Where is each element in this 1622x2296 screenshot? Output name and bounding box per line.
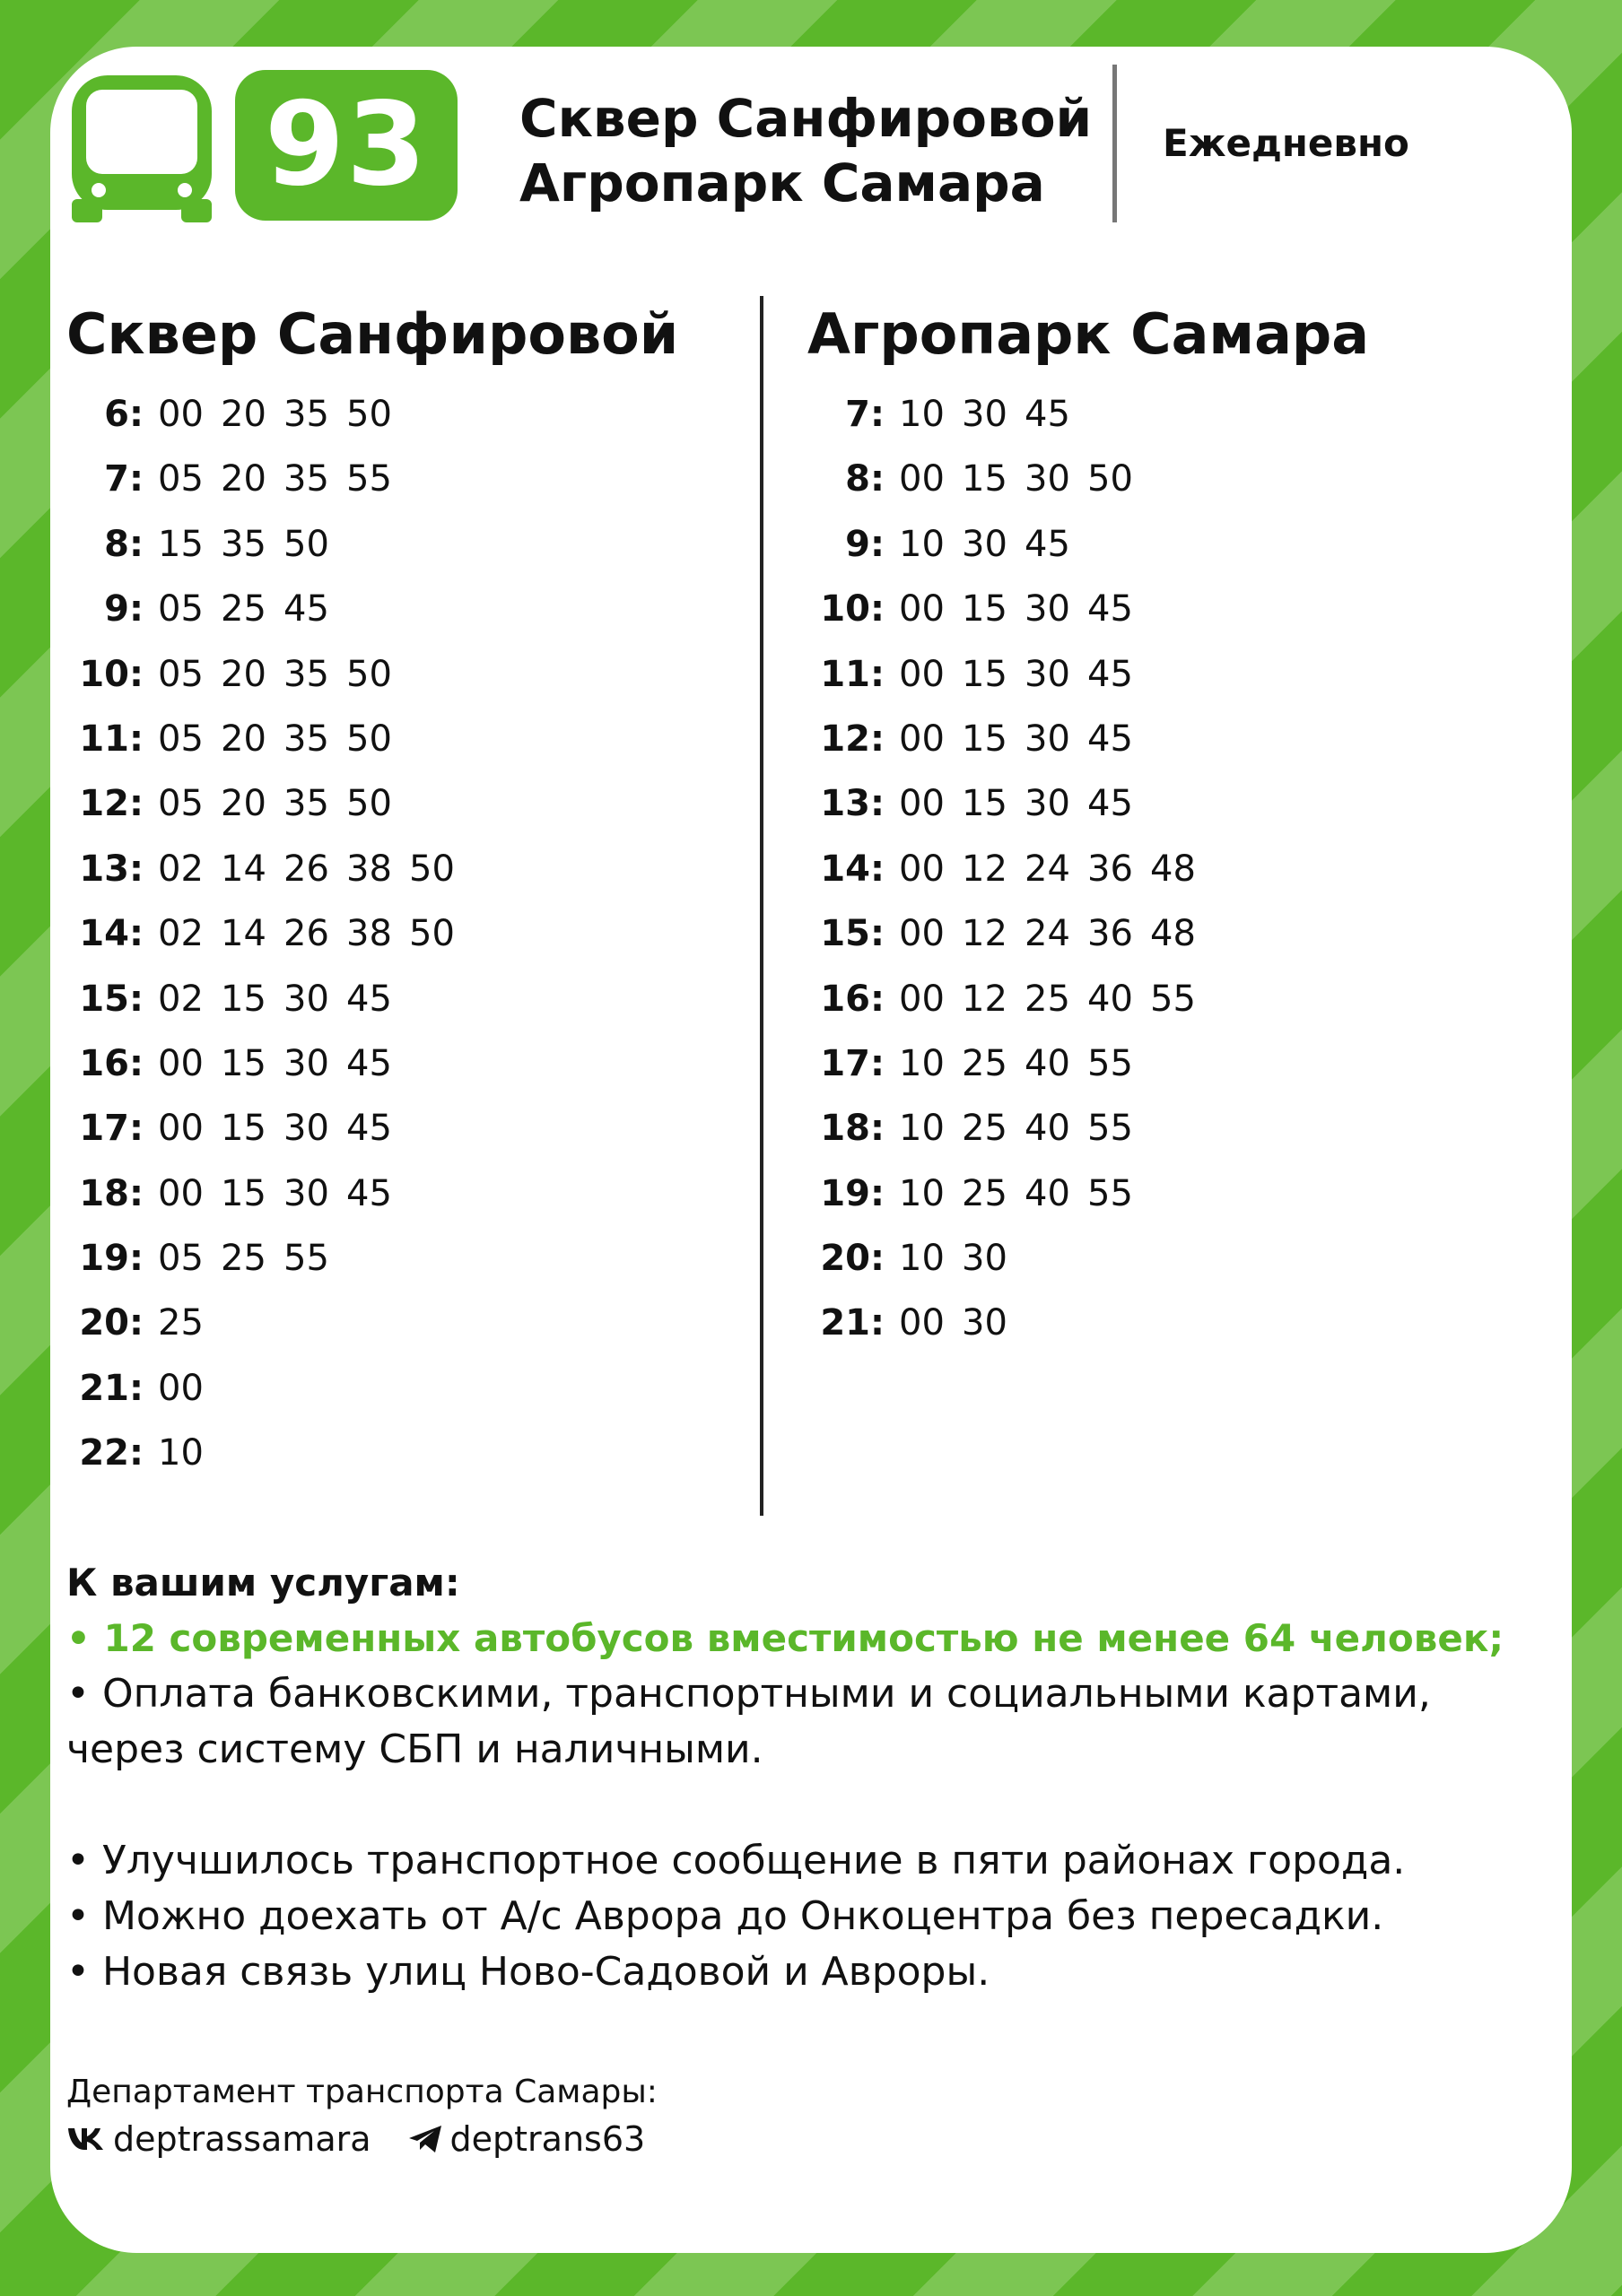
- timetable-row: [807, 642, 1369, 707]
- departure-minute: 40: [1025, 1172, 1070, 1214]
- departure-minute: 25: [962, 1108, 1007, 1150]
- departure-minute: 10: [899, 1238, 945, 1280]
- minutes-list: [899, 447, 1150, 511]
- timetable-row: [66, 1291, 678, 1355]
- departure-minute: 05: [158, 653, 204, 695]
- departure-minute: 25: [221, 588, 266, 631]
- departure-minute: 50: [346, 394, 392, 435]
- departure-minute: 24: [1025, 848, 1070, 890]
- departure-minute: 50: [346, 653, 392, 695]
- departure-minute: 45: [1025, 523, 1070, 565]
- telegram-link[interactable]: [407, 2117, 646, 2161]
- departure-minute: 30: [1025, 458, 1070, 500]
- vk-handle: deptrassamara: [113, 2119, 371, 2159]
- timetable-row: [66, 577, 678, 641]
- departure-minute: 20: [221, 718, 266, 760]
- footer-title: Департамент транспорта Самары:: [66, 2074, 658, 2110]
- timetable-row: [66, 382, 678, 447]
- timetable-row: [66, 967, 678, 1031]
- minutes-list: [158, 577, 346, 641]
- hour-separator: :: [870, 1108, 885, 1150]
- hour-label: 17: [820, 1042, 870, 1084]
- departure-minute: 35: [283, 783, 329, 825]
- departure-minute: 48: [1150, 913, 1196, 955]
- hour-label: 16: [79, 1042, 129, 1084]
- timetable-row: [66, 1031, 678, 1096]
- departure-minute: 20: [221, 653, 266, 695]
- hour-separator: :: [129, 1108, 144, 1150]
- departure-minute: 15: [962, 458, 1007, 500]
- departure-minute: 30: [1025, 588, 1070, 631]
- departure-minute: 30: [1025, 783, 1070, 825]
- departure-minute: 36: [1087, 848, 1133, 890]
- hour-label: 7: [104, 458, 129, 500]
- hour-label: 15: [79, 978, 129, 1020]
- departure-minute: 45: [346, 1172, 392, 1214]
- route-endpoints: [519, 86, 1092, 215]
- minutes-list: [899, 1161, 1150, 1226]
- departure-minute: 38: [346, 848, 392, 890]
- hour-label: 18: [79, 1172, 129, 1214]
- hour-separator: :: [129, 394, 144, 435]
- minutes-list: [899, 967, 1213, 1031]
- departure-minute: 05: [158, 718, 204, 760]
- minutes-list: [899, 577, 1150, 641]
- departure-minute: 00: [158, 1108, 204, 1150]
- departure-minute: 15: [221, 1172, 266, 1214]
- timetable-row: [66, 1421, 678, 1485]
- timetable-row: [66, 771, 678, 836]
- departure-minute: 14: [221, 913, 266, 955]
- minutes-list: [158, 837, 472, 901]
- hour-label: 22: [79, 1432, 129, 1474]
- hour-separator: :: [129, 1367, 144, 1409]
- hour-label: 21: [820, 1302, 870, 1344]
- hour-separator: :: [129, 718, 144, 760]
- vk-icon: [66, 2126, 106, 2152]
- departure-minute: 40: [1025, 1042, 1070, 1084]
- departure-minute: 30: [962, 394, 1007, 435]
- departure-minute: 30: [283, 1042, 329, 1084]
- hour-label: 12: [79, 783, 129, 825]
- timetable-row: [807, 382, 1369, 447]
- departure-minute: 35: [283, 718, 329, 760]
- hour-separator: :: [129, 523, 144, 565]
- departure-minute: 45: [283, 588, 329, 631]
- minutes-list: [899, 837, 1213, 901]
- header-divider: [1112, 65, 1117, 222]
- hour-label: 9: [104, 588, 129, 631]
- improvement-item: • Можно доехать от А/с Аврора до Онкоцентра без пересадки.: [66, 1893, 1384, 1939]
- timetable-row: [66, 1226, 678, 1291]
- hour-label: 13: [820, 783, 870, 825]
- minutes-list: [158, 642, 409, 707]
- departure-minute: 30: [1025, 653, 1070, 695]
- minutes-list: [158, 382, 409, 447]
- departure-minute: 00: [899, 783, 945, 825]
- hour-label: 6: [104, 394, 129, 435]
- timetable-row: [66, 707, 678, 771]
- minutes-list: [158, 707, 409, 771]
- minutes-list: [899, 1096, 1150, 1161]
- timetable-row: [66, 447, 678, 511]
- timetable-row: [807, 1161, 1369, 1226]
- departure-minute: 00: [899, 588, 945, 631]
- departure-minute: 50: [346, 783, 392, 825]
- timetable-row: [66, 837, 678, 901]
- hour-label: 14: [79, 913, 129, 955]
- hour-separator: :: [129, 1172, 144, 1214]
- hour-separator: :: [870, 978, 885, 1020]
- hour-label: 17: [79, 1108, 129, 1150]
- departure-minute: 00: [158, 1172, 204, 1214]
- departure-minute: 12: [962, 978, 1007, 1020]
- departure-minute: 20: [221, 394, 266, 435]
- hour-separator: :: [129, 848, 144, 890]
- departure-minute: 30: [283, 1172, 329, 1214]
- departure-minute: 50: [409, 848, 455, 890]
- hour-label: 11: [820, 653, 870, 695]
- telegram-handle: deptrans63: [449, 2119, 646, 2159]
- bus-icon: [66, 70, 217, 222]
- timetable-row: [807, 707, 1369, 771]
- timetable-column-right: [807, 296, 1369, 1356]
- departure-minute: 00: [899, 1302, 945, 1344]
- departure-minute: 36: [1087, 913, 1133, 955]
- minutes-list: [158, 1031, 409, 1096]
- minutes-list: [158, 901, 472, 966]
- departure-minute: 02: [158, 913, 204, 955]
- departure-minute: 55: [1087, 1042, 1133, 1084]
- departure-minute: 30: [962, 1302, 1007, 1344]
- hour-label: 18: [820, 1108, 870, 1150]
- improvement-item: • Улучшилось транспортное сообщение в пяти районах города.: [66, 1838, 1406, 1883]
- hour-label: 20: [820, 1238, 870, 1280]
- minutes-list: [899, 771, 1150, 836]
- departure-minute: 38: [346, 913, 392, 955]
- departure-minute: 50: [1087, 458, 1133, 500]
- departure-minute: 45: [1087, 783, 1133, 825]
- departure-minute: 10: [899, 394, 945, 435]
- hour-separator: :: [129, 978, 144, 1020]
- departure-minute: 48: [1150, 848, 1196, 890]
- departure-minute: 26: [283, 913, 329, 955]
- departure-minute: 05: [158, 458, 204, 500]
- hour-separator: :: [870, 718, 885, 760]
- departure-minute: 02: [158, 978, 204, 1020]
- services-payment-line1: • Оплата банковскими, транспортными и социальными картами,: [66, 1671, 1431, 1717]
- departure-minute: 15: [962, 588, 1007, 631]
- hour-label: 16: [820, 978, 870, 1020]
- minutes-list: [899, 901, 1213, 966]
- services-title: К вашим услугам:: [66, 1561, 460, 1605]
- timetable-row: [807, 512, 1369, 577]
- minutes-list: [158, 1421, 221, 1485]
- minutes-list: [899, 642, 1150, 707]
- hour-separator: :: [129, 458, 144, 500]
- hour-label: 10: [79, 653, 129, 695]
- services-section: [66, 1555, 1520, 2000]
- departure-minute: 45: [1087, 653, 1133, 695]
- timetable-rows-left: [66, 382, 678, 1486]
- departure-minute: 35: [283, 653, 329, 695]
- departure-minute: 05: [158, 783, 204, 825]
- timetable-row: [66, 901, 678, 966]
- departure-minute: 30: [283, 1108, 329, 1150]
- hour-label: 10: [820, 588, 870, 631]
- hour-label: 20: [79, 1302, 129, 1344]
- timetable-row: [807, 1096, 1369, 1161]
- services-highlight: • 12 современных автобусов вместимостью не менее 64 человек;: [66, 1616, 1504, 1660]
- departure-minute: 25: [962, 1042, 1007, 1084]
- departure-minute: 00: [158, 394, 204, 435]
- departure-minute: 45: [346, 1108, 392, 1150]
- departure-minute: 00: [899, 913, 945, 955]
- timetable-row: [66, 1096, 678, 1161]
- departure-minute: 24: [1025, 913, 1070, 955]
- departure-minute: 25: [962, 1172, 1007, 1214]
- operating-days: Ежедневно: [1163, 121, 1409, 165]
- hour-label: 9: [845, 523, 870, 565]
- footer: [66, 2070, 681, 2161]
- hour-label: 11: [79, 718, 129, 760]
- timetable-row: [807, 837, 1369, 901]
- services-payment-line2: через систему СБП и наличными.: [66, 1726, 763, 1772]
- minutes-list: [158, 1291, 221, 1355]
- minutes-list: [899, 707, 1150, 771]
- minutes-list: [158, 967, 409, 1031]
- minutes-list: [158, 447, 409, 511]
- route-endpoint-start: Сквер Санфировой: [519, 88, 1093, 149]
- departure-minute: 20: [221, 458, 266, 500]
- departure-minute: 55: [1150, 978, 1196, 1020]
- departure-minute: 15: [962, 718, 1007, 760]
- departure-minute: 10: [899, 1108, 945, 1150]
- departure-minute: 20: [221, 783, 266, 825]
- timetable-row: [807, 1226, 1369, 1291]
- departure-minute: 12: [962, 913, 1007, 955]
- departure-minute: 15: [962, 783, 1007, 825]
- departure-minute: 45: [1025, 394, 1070, 435]
- departure-minute: 55: [346, 458, 392, 500]
- hour-separator: :: [870, 394, 885, 435]
- timetable-row: [66, 1161, 678, 1226]
- hour-separator: :: [870, 523, 885, 565]
- minutes-list: [158, 1226, 346, 1291]
- minutes-list: [899, 512, 1087, 577]
- hour-label: 8: [104, 523, 129, 565]
- departure-minute: 30: [962, 1238, 1007, 1280]
- departure-minute: 00: [899, 848, 945, 890]
- hour-separator: :: [870, 1238, 885, 1280]
- departure-minute: 05: [158, 1238, 204, 1280]
- timetable-row: [807, 577, 1369, 641]
- hour-separator: :: [870, 913, 885, 955]
- social-links: [66, 2117, 681, 2161]
- route-number: 93: [264, 78, 429, 212]
- timetable-row: [807, 967, 1369, 1031]
- departure-minute: 10: [158, 1432, 204, 1474]
- column-title-left: Сквер Санфировой: [66, 301, 679, 367]
- hour-separator: :: [870, 848, 885, 890]
- departure-minute: 15: [962, 653, 1007, 695]
- departure-minute: 02: [158, 848, 204, 890]
- improvement-item: • Новая связь улиц Ново-Садовой и Авроры.: [66, 1949, 990, 1995]
- hour-label: 19: [820, 1172, 870, 1214]
- departure-minute: 15: [221, 978, 266, 1020]
- timetable-row: [807, 447, 1369, 511]
- hour-separator: :: [870, 1302, 885, 1344]
- timetable-row: [66, 642, 678, 707]
- hour-separator: :: [129, 1432, 144, 1474]
- hour-separator: :: [129, 913, 144, 955]
- departure-minute: 14: [221, 848, 266, 890]
- departure-minute: 45: [1087, 718, 1133, 760]
- hour-separator: :: [870, 458, 885, 500]
- column-divider: [760, 296, 763, 1516]
- hour-separator: :: [870, 783, 885, 825]
- departure-minute: 00: [899, 718, 945, 760]
- departure-minute: 35: [283, 458, 329, 500]
- hour-separator: :: [129, 588, 144, 631]
- hour-label: 12: [820, 718, 870, 760]
- minutes-list: [899, 1291, 1025, 1355]
- minutes-list: [158, 1096, 409, 1161]
- hour-separator: :: [129, 1302, 144, 1344]
- departure-minute: 35: [283, 394, 329, 435]
- timetable-row: [807, 1291, 1369, 1355]
- hour-separator: :: [870, 1172, 885, 1214]
- minutes-list: [158, 771, 409, 836]
- departure-minute: 55: [1087, 1108, 1133, 1150]
- timetable-row: [807, 901, 1369, 966]
- hour-separator: :: [129, 653, 144, 695]
- timetable-row: [807, 1031, 1369, 1096]
- departure-minute: 40: [1025, 1108, 1070, 1150]
- hour-label: 19: [79, 1238, 129, 1280]
- hour-separator: :: [129, 783, 144, 825]
- hour-label: 7: [845, 394, 870, 435]
- hour-label: 21: [79, 1367, 129, 1409]
- minutes-list: [899, 382, 1087, 447]
- minutes-list: [158, 512, 346, 577]
- hour-label: 8: [845, 458, 870, 500]
- hour-label: 13: [79, 848, 129, 890]
- hour-separator: :: [870, 588, 885, 631]
- departure-minute: 00: [158, 1367, 204, 1409]
- timetable-row: [66, 1356, 678, 1421]
- route-endpoint-end: Агропарк Самара: [519, 152, 1045, 213]
- hour-label: 14: [820, 848, 870, 890]
- timetable-row: [66, 512, 678, 577]
- departure-minute: 00: [899, 458, 945, 500]
- hour-separator: :: [870, 653, 885, 695]
- departure-minute: 15: [221, 1108, 266, 1150]
- departure-minute: 30: [283, 978, 329, 1020]
- departure-minute: 30: [962, 523, 1007, 565]
- departure-minute: 10: [899, 1042, 945, 1084]
- minutes-list: [158, 1356, 221, 1421]
- departure-minute: 25: [221, 1238, 266, 1280]
- departure-minute: 25: [158, 1302, 204, 1344]
- timetable-column-left: [66, 296, 678, 1486]
- hour-separator: :: [129, 1042, 144, 1084]
- departure-minute: 50: [283, 523, 329, 565]
- departure-minute: 45: [346, 1042, 392, 1084]
- hour-separator: :: [129, 1238, 144, 1280]
- minutes-list: [158, 1161, 409, 1226]
- services-gap: [66, 1778, 1520, 1833]
- departure-minute: 10: [899, 1172, 945, 1214]
- departure-minute: 00: [899, 653, 945, 695]
- minutes-list: [899, 1031, 1150, 1096]
- timetable-row: [807, 771, 1369, 836]
- departure-minute: 26: [283, 848, 329, 890]
- departure-minute: 00: [899, 978, 945, 1020]
- departure-minute: 15: [158, 523, 204, 565]
- hour-label: 15: [820, 913, 870, 955]
- column-title-right: Агропарк Самара: [807, 301, 1370, 367]
- departure-minute: 55: [283, 1238, 329, 1280]
- departure-minute: 25: [1025, 978, 1070, 1020]
- departure-minute: 50: [409, 913, 455, 955]
- departure-minute: 05: [158, 588, 204, 631]
- hour-separator: :: [870, 1042, 885, 1084]
- timetable-rows-right: [807, 382, 1369, 1356]
- departure-minute: 00: [158, 1042, 204, 1084]
- departure-minute: 55: [1087, 1172, 1133, 1214]
- departure-minute: 30: [1025, 718, 1070, 760]
- departure-minute: 10: [899, 523, 945, 565]
- route-number-badge: [235, 70, 458, 221]
- departure-minute: 15: [221, 1042, 266, 1084]
- departure-minute: 35: [221, 523, 266, 565]
- minutes-list: [899, 1226, 1025, 1291]
- departure-minute: 50: [346, 718, 392, 760]
- departure-minute: 40: [1087, 978, 1133, 1020]
- departure-minute: 45: [346, 978, 392, 1020]
- vk-link[interactable]: [66, 2117, 371, 2161]
- telegram-icon: [407, 2124, 443, 2154]
- departure-minute: 45: [1087, 588, 1133, 631]
- departure-minute: 12: [962, 848, 1007, 890]
